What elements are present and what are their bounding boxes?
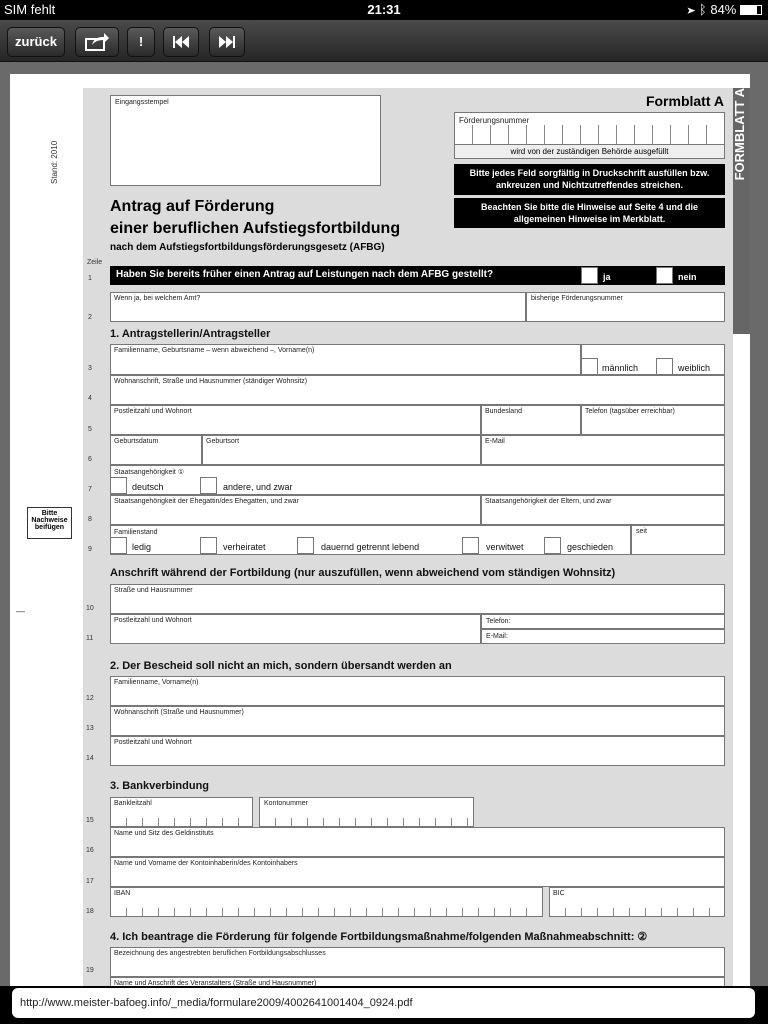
- checkbox-verheiratet[interactable]: [200, 537, 217, 554]
- section-3-title: 3. Bankverbindung: [110, 780, 210, 792]
- label-maennlich: männlich: [602, 363, 639, 373]
- label-verwitwet: verwitwet: [486, 542, 524, 552]
- side-tab: FORMBLATT A: [733, 88, 750, 334]
- row-number: 10: [86, 605, 94, 612]
- checkbox-geschieden[interactable]: [544, 537, 561, 554]
- section-2-title: 2. Der Bescheid soll nicht an mich, sondern übersandt werden an: [110, 660, 452, 672]
- checkbox-ledig[interactable]: [110, 537, 127, 554]
- skip-forward-icon: [218, 35, 236, 49]
- row-number: 19: [86, 967, 94, 974]
- form-title-2: einer beruflichen Aufstiegsfortbildung: [110, 220, 401, 237]
- wohnanschrift-field[interactable]: Wohnanschrift, Straße und Hausnummer (ständiger Wohnsitz): [110, 375, 725, 405]
- checkbox-weiblich[interactable]: [656, 358, 673, 375]
- bisherige-nummer-field[interactable]: bisherige Förderungsnummer: [526, 292, 725, 322]
- row-number: 3: [88, 365, 92, 372]
- formblatt-title: Formblatt A: [645, 93, 724, 109]
- row-number: 18: [86, 908, 94, 915]
- notice-box-1: Bitte jedes Feld sorgfältig in Druckschrift ausfüllen bzw. ankreuzen und Nichtzutreffendes streichen.: [454, 164, 725, 195]
- bescheid-anschrift-field[interactable]: Wohnanschrift (Straße und Hausnummer): [110, 706, 725, 736]
- pdf-viewer[interactable]: [0, 62, 768, 986]
- row-number: 8: [88, 516, 92, 523]
- zeile-label: Zeile: [87, 259, 103, 266]
- row-number: 13: [86, 725, 94, 732]
- row-number: 5: [88, 426, 92, 433]
- skip-back-icon: [172, 35, 190, 49]
- checkbox-maennlich[interactable]: [581, 358, 598, 375]
- bundesland-field[interactable]: Bundesland: [481, 405, 581, 435]
- staats-ehegatte-field[interactable]: Staatsangehörigkeit der Ehegattin/des Ehegatten, und zwar: [110, 495, 481, 525]
- plz-wohnort-field[interactable]: Postleitzahl und Wohnort: [110, 405, 481, 435]
- location-icon: ➤: [687, 2, 696, 17]
- section-anschrift-title: Anschrift während der Fortbildung (nur auszufüllen, wenn abweichend vom ständigen Wohnsitz): [110, 567, 616, 579]
- label-ledig: ledig: [132, 542, 152, 552]
- row-number: 9: [88, 546, 92, 553]
- row-number: 14: [86, 755, 94, 762]
- row-number: 2: [88, 314, 92, 321]
- clock: 21:31: [367, 2, 401, 17]
- amt-field[interactable]: Wenn ja, bei welchem Amt?: [110, 292, 526, 322]
- label-nein: nein: [678, 272, 697, 282]
- iban-field[interactable]: IBAN: [110, 887, 543, 917]
- row-number: 6: [88, 456, 92, 463]
- bescheid-plz-field[interactable]: Postleitzahl und Wohnort: [110, 736, 725, 766]
- row-number: 17: [86, 878, 94, 885]
- status-bar: [0, 0, 768, 20]
- checkbox-andere[interactable]: [200, 477, 217, 494]
- foerderungsnummer-field[interactable]: Förderungsnummer wird von der zuständigen Behörde ausgefüllt: [454, 112, 725, 159]
- row-number: 12: [86, 695, 94, 702]
- battery-label: ➤ ᛒ 84%: [687, 2, 762, 17]
- label-geschieden: geschieden: [567, 542, 614, 552]
- kontonummer-field[interactable]: Kontonummer: [259, 797, 474, 827]
- checkbox-deutsch[interactable]: [110, 477, 127, 494]
- geburtsort-field[interactable]: Geburtsort: [202, 435, 481, 465]
- pdf-page: [10, 74, 750, 986]
- share-icon: [84, 32, 110, 52]
- plz-fortbildung-field[interactable]: Postleitzahl und Wohnort: [110, 614, 481, 644]
- label-getrennt: dauernd getrennt lebend: [321, 542, 420, 552]
- geburtsdatum-field[interactable]: Geburtsdatum: [110, 435, 202, 465]
- label-ja: ja: [603, 272, 611, 282]
- staats-eltern-field[interactable]: Staatsangehörigkeit der Eltern, und zwar: [481, 495, 725, 525]
- row-number: 16: [86, 847, 94, 854]
- url-field[interactable]: http://www.meister-bafoeg.info/_media/formulare2009/4002641001404_0924.pdf: [12, 988, 755, 1018]
- share-button[interactable]: [75, 27, 119, 57]
- label-andere: andere, und zwar: [223, 482, 293, 492]
- form-subtitle: nach dem Aufstiegsfortbildungsförderungsgesetz (AFBG): [110, 242, 385, 253]
- margin-dash: —: [16, 606, 25, 616]
- question-1-bar: Haben Sie bereits früher einen Antrag auf Leistungen nach dem AFBG gestellt?: [110, 266, 725, 285]
- bankleitzahl-field[interactable]: Bankleitzahl: [110, 797, 253, 827]
- telefon-field[interactable]: Telefon (tagsüber erreichbar): [581, 405, 725, 435]
- back-button[interactable]: zurück: [7, 27, 65, 57]
- checkbox-getrennt[interactable]: [297, 537, 314, 554]
- label-weiblich: weiblich: [678, 363, 711, 373]
- label-deutsch: deutsch: [132, 482, 164, 492]
- bescheid-name-field[interactable]: Familienname, Vorname(n): [110, 676, 725, 706]
- familienstand-field: Familienstand: [110, 525, 631, 555]
- stand-label: Stand: 2010: [50, 140, 59, 184]
- kontoinhaber-field[interactable]: Name und Vorname der Kontoinhaberin/des Kontoinhabers: [110, 857, 725, 887]
- bic-field[interactable]: BIC: [549, 887, 725, 917]
- veranstalter-field[interactable]: Name und Anschrift des Veranstalters (Straße und Hausnummer): [110, 977, 725, 986]
- label-verheiratet: verheiratet: [223, 542, 266, 552]
- section-4-title: 4. Ich beantrage die Förderung für folgende Fortbildungsmaßnahme/folgenden Maßnahmeabschnitt: ②: [110, 931, 648, 943]
- checkbox-verwitwet[interactable]: [462, 537, 479, 554]
- carrier-label: SIM fehlt: [4, 2, 56, 17]
- checkbox-nein[interactable]: [656, 267, 673, 284]
- eingangsstempel-box: Eingangsstempel: [110, 95, 381, 186]
- row-number: 4: [88, 395, 92, 402]
- email-fortbildung-field[interactable]: E-Mail:: [481, 629, 725, 644]
- geldinstitut-field[interactable]: Name und Sitz des Geldinstituts: [110, 827, 725, 857]
- row-number: 15: [86, 817, 94, 824]
- telefon-fortbildung-field[interactable]: Telefon:: [481, 614, 725, 629]
- previous-button[interactable]: [163, 27, 199, 57]
- side-note: Bitte Nachweise beifügen: [27, 507, 72, 539]
- staatsangehoerigkeit-field: Staatsangehörigkeit ①: [110, 465, 725, 495]
- seit-field[interactable]: seit: [631, 525, 725, 555]
- strasse-fortbildung-field[interactable]: Straße und Hausnummer: [110, 584, 725, 614]
- email-field[interactable]: E-Mail: [481, 435, 725, 465]
- toolbar: [0, 20, 768, 62]
- url-bar: [0, 986, 768, 1024]
- battery-icon: [740, 5, 762, 15]
- section-1-title: 1. Antragstellerin/Antragsteller: [110, 328, 271, 340]
- checkbox-ja[interactable]: [581, 267, 598, 284]
- row-number: 1: [88, 275, 92, 282]
- info-button[interactable]: !: [127, 27, 155, 57]
- notice-box-2: Beachten Sie bitte die Hinweise auf Seite 4 und die allgemeinen Hinweise im Merkblatt.: [454, 198, 725, 228]
- row-number: 11: [86, 635, 94, 642]
- next-button[interactable]: [209, 27, 245, 57]
- bezeichnung-field[interactable]: Bezeichnung des angestrebten beruflichen Fortbildungsabschlusses: [110, 947, 725, 977]
- row-number: 7: [88, 486, 92, 493]
- bluetooth-icon: ᛒ: [698, 2, 707, 17]
- familienname-field[interactable]: Familienname, Geburtsname – wenn abweichend –, Vorname(n): [110, 344, 581, 375]
- form-title-1: Antrag auf Förderung: [110, 198, 275, 215]
